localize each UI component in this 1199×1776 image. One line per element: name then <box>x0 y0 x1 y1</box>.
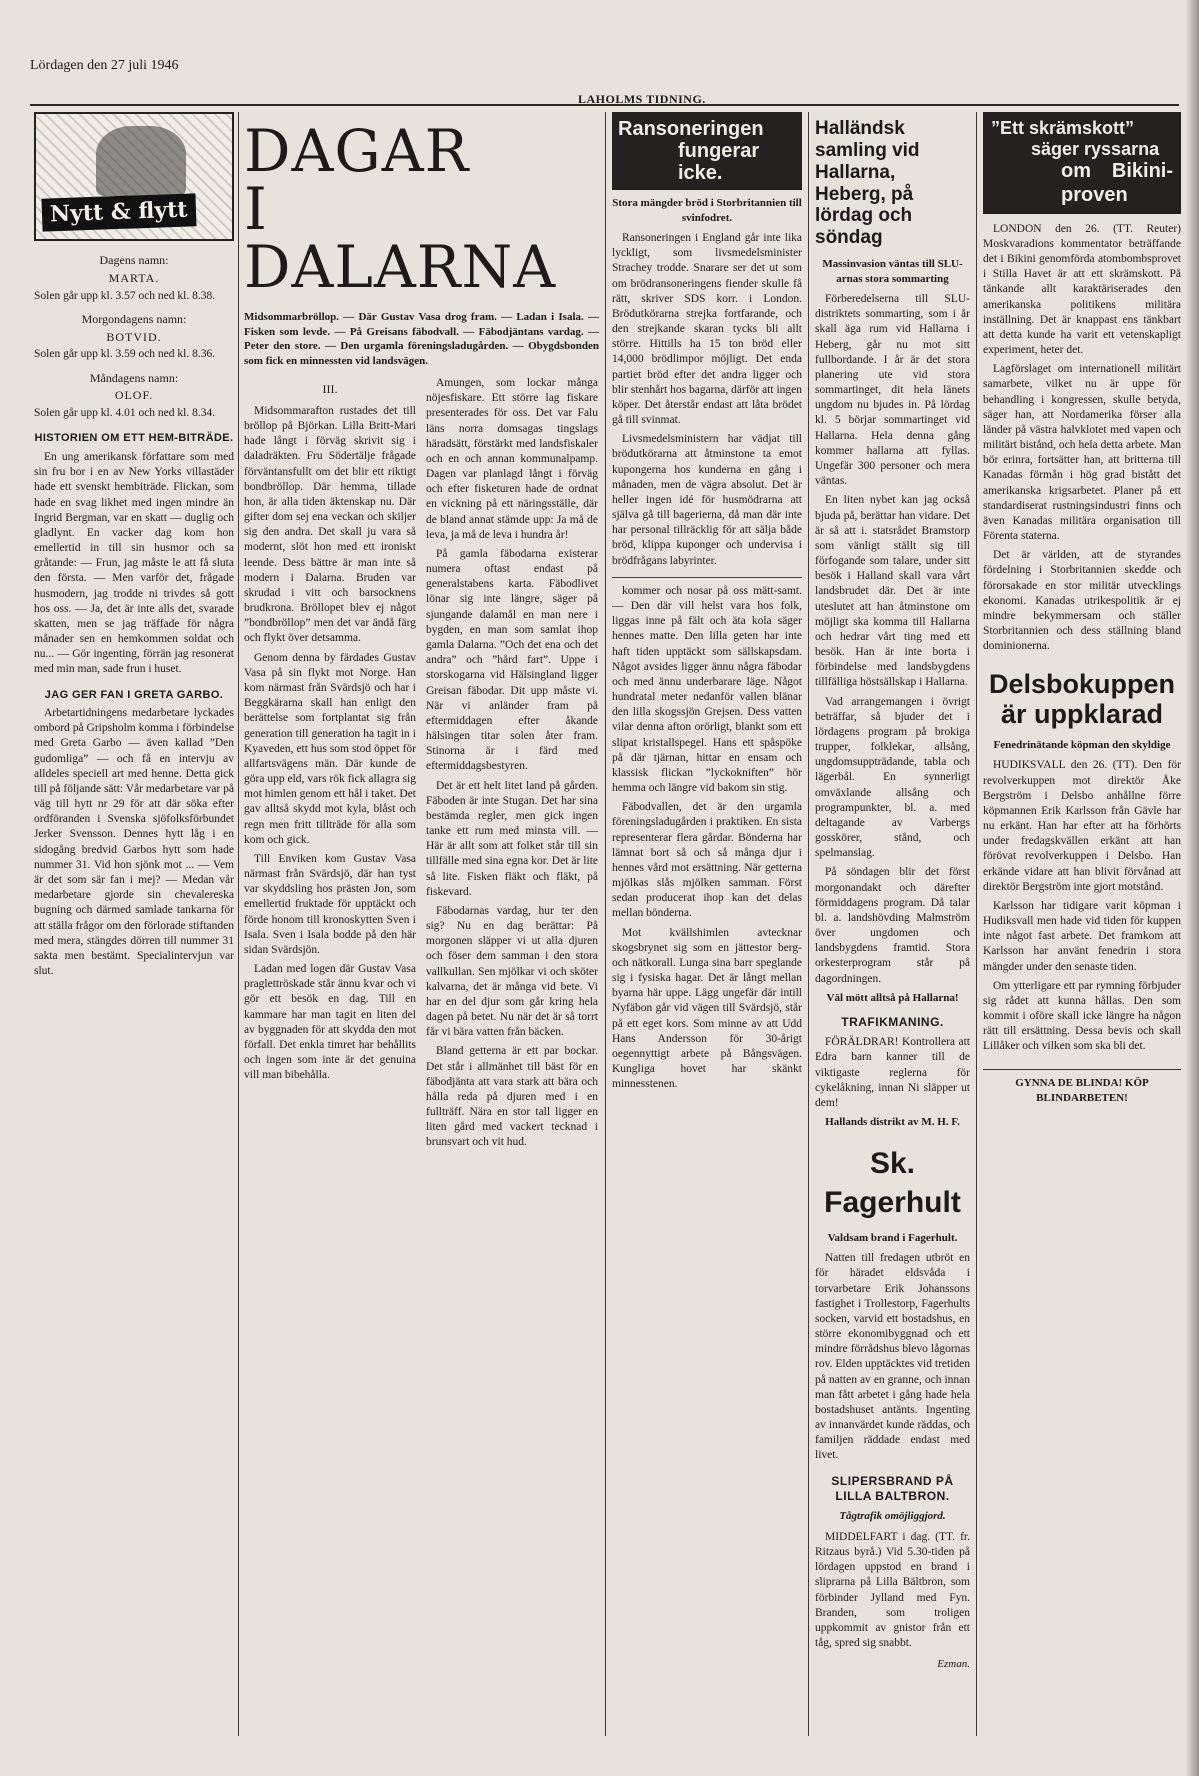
name-day-block <box>34 253 234 304</box>
column-bikini <box>983 112 1181 1742</box>
logo-text: Nytt & flytt <box>41 193 196 231</box>
headline-line-2: fungerar icke. <box>678 140 760 184</box>
divider <box>612 577 802 578</box>
name-day-value: OLOF. <box>114 388 154 403</box>
article-paragraph: Livsmedelsministern har vädjat till brödutkörarna att åtminstone ta emot kupongerna hos kunderna en gång i månaden, men de vägra absolut. Det är heller ingen idé för husmödrarna att själva gå till bagerierna, då man där inte har personal tillräcklig för att sälja både bröd, klippa kuponger och undervisa i brödfrågans labyrinter. <box>612 433 802 567</box>
article-paragraph: kommer och nosar på oss mätt-samt. — Den där vill helst vara hos folk, liggas inne på fält och äta kola säger hennes matte. Den lilla geten har inte haft tiden upptäckt som sällskapsdam. Något avsides ligger ännu några fäbodar och med ännu underbarare läge. Något hundratal meter nedanför vallen blänar den lilla skogssjön Grejsen. Dess vatten vilar denna afton orörligt, blankt som ett slipat kristallspegel. Hans ett spåspöke på där tjärnan, hittar en ensam och klassisk flickan ”lyckokniften” hör hemma och längre vid bakom sin stig. <box>612 584 802 795</box>
article-paragraph: Det är ett helt litet land på gården. Fäboden är inte Stugan. Det har sina bestämda regler, men gick ingen tanke ett rum med minsta vill. — Här är allt som att folket står till sin tillfälle med sina egna kor. Det är lite så lite. Fisken fläkt och fläkt, på fiskevard. <box>426 779 598 898</box>
article-paragraph: MIDDELFART i dag. (TT. fr. Ritzaus byrå.) Vid 5.30-tiden på lördagen uppstod en brand i sliprarna på Lilla Bältbron, som förbinder Jylland med Fyn. Branden, som troligen uppkommit av gnistor från ett tåg, spred sig snabbt. <box>815 1530 970 1650</box>
nytt-flytt-logo <box>34 112 234 241</box>
article-paragraph: Midsommarafton rustades det till bröllop på Björkan. Lilla Britt-Mari hade långt i förväg skrivit sig i daladräkten. Fru Södertälje frågade förväntansfullt om det blir ett riktigt bondbröllop. Där hemma, tillade hon, är alla tiden äktenskap nu. Där gifter dom sej ena veckan och skiljer sig den andra. Det skall ju vara så modernt, slöt hon med ett ironiskt leende. Dess bättre är man inte så modern i Dalarna. Bruden var skrudad i vitt och barsocknens brudkrona. Bröllopet blev ej något ”bondbröllop” men det var ändå färg och flykt över detsamma. <box>244 404 416 645</box>
article-paragraph: Förberedelserna till SLU-distriktets sommarting, som i år skall äga rum vid Hallarna i Heberg, går nu mot sitt fullbordande. I år är det stora planering ute vid stora sommartinget, dit hela länets ungdom nu bjudes in. På lördag kl. 5 börjar sommartinget vid Hallarna. Hela denna gång kommer hallarna att fyllas. Ungefär 300 personer och mera väntas. <box>815 293 970 488</box>
paper-name: LAHOLMS TIDNING. <box>578 92 706 106</box>
article-paragraph: LONDON den 26. (TT. Reuter) Moskvaradions kommentator beträffande det i Bikini genomförda atombombsprovet i Stilla Havet är att ett skrämskott. På tänkande allt karaktäriserades den amerikanska politikens militära inställning. Det är knappast ens tänkbart att detta kunde ha varit ett vetenskapligt experiment, heter det. <box>983 222 1181 357</box>
delsbo-subhead: Fenedrinätande köpman den skyldige <box>993 738 1171 751</box>
fagerhult-subhead: Valdsam brand i Fagerhult. <box>827 1231 958 1244</box>
headline-line-1: ”Ett skrämskott” <box>991 118 1135 138</box>
traffic-text: FÖRÄLDRAR! Kontrollera att Edra barn kanner till de viktigaste reglerna för cykelåkning, innan Ni släpper ut dem! <box>815 1036 970 1109</box>
article-paragraph: Genom denna by färdades Gustav Vasa på sin flykt mot Norge. Han kom närmast från Svärdsjö och har i Beggkärarna skall han enligt den berättelse som fortplantat sig från generation till generation ha tagit in i Kyaveden, ett hus som stod öppet för allfartsvägens män. Där kunde de göra upp eld, vars rök fick allagra sig mot himlen genom ett hål i taket. Det gav alltså skydd mot kyla, blåst och regn men fritt tillträde för alla som kom och gick. <box>244 651 416 846</box>
column-nytt-och-flytt <box>34 112 234 1742</box>
article-subcolumn-right <box>426 376 598 1155</box>
sun-times: Solen går upp kl. 4.01 och ned kl. 8.34. <box>34 407 216 420</box>
article-summary: Midsommarbröllop. — Där Gustav Vasa drog fram. — Ladan i Isala. — Fisken som levde. — På Greisans fäbodvall. — Fäbodjäntans vardag. — Peter den store. — Den urgamla föreningsladugården. — Obygdsbonden som fick en minnessten vid landsvägen. <box>244 311 599 367</box>
column-divider <box>808 112 809 1736</box>
article-paragraph: På söndagen blir det först morgonandakt och därefter förmiddagens program. Då talar bl. a. landshövding Malmström över ungdomen och landsbygdens framtid. Stora orkesterprogram står på dagordningen. <box>815 866 970 985</box>
article-paragraph: På gamla fäbodarna existerar numera oftast endast på generalstabens karta. Fäbodlivet lönar sig inte längre, säger på sjungande dalamål en man nere i bygden, en man som samlat ihop gamla Dalarna. ”Och det ena och det andra” och ”hård fart”. Uppe i storskogarna vid Hälsingland ligger Greisan fäbodar. Dit upp måste vi. När vi anländer fram på eftermiddagen efter åkande hälsingen titar solen åter fram. Stinorna är i färd med eftermiddagsbestyren. <box>426 547 598 773</box>
illustration-figures <box>96 126 186 196</box>
name-day-block <box>34 371 234 422</box>
headline-line-3: om Bikini-proven <box>1061 160 1173 207</box>
traffic-heading: TRAFIKMANING. <box>841 1015 944 1030</box>
headline-line-1: Delsbokuppen <box>988 669 1176 700</box>
blind-work-ad: GYNNA DE BLINDA! KÖP BLINDARBETEN! <box>983 1069 1181 1107</box>
article-two-columns <box>244 376 599 1155</box>
column-divider <box>976 112 977 1736</box>
history-heading: HISTORIEN OM ETT HEM-BITRÄDE. <box>34 432 234 445</box>
headline-line-1: DAGAR <box>244 117 470 185</box>
top-rule <box>30 104 1179 106</box>
main-headline <box>244 117 599 301</box>
column-halland <box>815 112 970 1742</box>
garbo-text: Arbetartidningens medarbetare lyckades ombord på Gripsholm komma i förbindelse med Greta Garbo — även kallad ”Den gudomliga” — och få en intervju av alldeles speciell art med henne. Detta gick till på följande sätt: Vår medarbetare var på väg till hytt nr 29 för att där söka efter ordföranden i Svenska sjöfolksförbundet Jerker Svensson. Dennes hytt låg i en sidogång bredvid Garbos hytt som hade nummer 31. Vid hon sjönk mot ... — Vem är det som sär fan i mej? — Medan vår medarbetare gjorde sin chevalereska bugning och därmed samlade tankarna för att ställa frågor om den förlorade stiftanden med mera, stängdes dörren till nummer 31 sakta men bestämt. Specialintervjun var slut. <box>34 707 234 978</box>
name-day-value: BOTVID. <box>106 329 162 344</box>
slipersbrand-heading: SLIPERSBRAND PÅ LILLA BALTBRON. <box>831 1473 954 1504</box>
article-paragraph: Fäbodvallen, det är den urgamla föreningsladugården i praktiken. En sista representerar flera gårdar. Bönderna har lämnat bort så och så många djur i hennes vård mot ersättning. När getterna mjölkas slås mjölken samman. Först sedan producerat ihop kan det delas mellan bönderna. <box>612 801 802 920</box>
headline-line-2: är uppklarad <box>1000 699 1164 730</box>
name-day-value: MARTA. <box>108 270 160 285</box>
sun-times: Solen går upp kl. 3.59 och ned kl. 8.36. <box>34 348 216 361</box>
name-day-label: Morgondagens namn: <box>81 311 187 326</box>
article-subcolumn-left <box>244 376 416 1155</box>
article-paragraph: Ladan med logen där Gustav Vasa praglettröskade står ännu kvar och vi gör ett besök en dag. Till en kammare har man tagit en liten del av byggnaden för att skydda den mot förfall. Det enkla timret har behållits och ingen som inte är det genuina vill man bibehålla. <box>244 963 416 1082</box>
article-paragraph: Amungen, som lockar många nöjesfiskare. Ett större lag fiskare presenterades för oss. Det var Falu läns norra domsagas tingslags häradsätt, förstärkt med landsfiskaler och en och annan kommunalpamp. Dagen var planlagd långt i förväg och efter fisketuren hade de ordnat en vickning på ett näringsställe, där de bland annat stämde upp: Ja må de leva, ja må de leva i hundra år! <box>426 377 598 541</box>
article-paragraph: Natten till fredagen utbröt en för häradet eldsvåda i torvarbetare Erik Johanssons fastighet i Trollestorp, Fagerhults socken, varvid ett bostadshus, en större ekonomibyggnad och ett mindre förrådshus blevo lågornas rov. Elden upptäcktes vid tretiden på natten av en granne, och innan man fått arbetet i gång hade hela bostadshuset antänts. Ingenting av innanvärdet kunde räddas, och familjen räddade endast med livet. <box>815 1252 970 1462</box>
article-paragraph: Det är världen, att de styrandes fördelning i Storbritannien skedde och förorsakade en stor militär utvecklings ekonomi. Kanadas utrikespolitik är ej mindre bekymmersam och ställer Storbritannien och dess ställning bland dominionerna. <box>983 549 1181 653</box>
hallarna-subhead: Massinvasion väntas till SLU-arnas stora sommarting <box>822 258 963 285</box>
column-dagar-i-dalarna <box>244 112 599 1742</box>
delsbo-headline <box>983 670 1181 729</box>
name-day-block <box>34 312 234 363</box>
article-paragraph: Karlsson har tidigare varit köpman i Hudiksvall men hade vid tiden för kuppen inte något fast arbete. Det framkom att Karlsson har använt fenedrin i stora mängder under den senaste tiden. <box>983 899 1181 973</box>
article-paragraph: Mot kvällshimlen avtecknar skogsbrynet sig som en jättestor berg- och nätkorall. Lunga sina barr speglande sig i fysiska hagar. Det är långt mellan byarna här uppe. Lägg ungefär där intill Nyfäbon går vid vägen till Svärdsjö, står på ett eget kors. Som minne av att Udd Hans Andersson för 30-årigt oegennyttigt arbete på Bångsvägen. Kungliga hovet har skänkt minnesstenen. <box>612 926 802 1091</box>
article-paragraph: Fäbodarnas vardag, hur ter den sig? Nu en dag berättar: På morgonen släpper vi ut alla djuren och föser dem samman i den stora vallkullan. Sen mjölkar vi och sköter kalvarna, det är många vid bete. Vi har en del djur som går kring hela dagen på betet. Nu när det är så torrt får vi bära vatten från bäcken. <box>426 904 598 1039</box>
ransoneringen-subhead: Stora mängder bröd i Storbritannien till svinfodret. <box>612 197 802 224</box>
column-divider <box>605 112 606 1736</box>
headline-line-2: säger ryssarna <box>1031 139 1160 160</box>
slipersbrand-subhead: Tågtrafik omöjliggjord. <box>839 1510 946 1523</box>
bikini-headline <box>983 112 1181 214</box>
closing-line: Väl mött alltså på Hallarna! <box>826 991 959 1004</box>
page-edge-shadow <box>1185 0 1199 1776</box>
article-paragraph: Vad arrangemangen i övrigt beträffar, så bjuder det i lördagens program på brokiga trupper, folklekar, allsång, ungdomsuppträdande, tabla och lägerbål. En synnerligt omväxlande allsång och programpunkter, bl. a. med deltagande av Varbergs gosskörer, stånd, och spelmanslag. <box>815 695 970 860</box>
column-ransoneringen <box>612 112 802 1742</box>
issue-date: Lördagen den 27 juli 1946 <box>30 58 179 73</box>
sun-times: Solen går upp kl. 3.57 och ned kl. 8.38. <box>34 289 216 302</box>
column-divider <box>238 112 239 1736</box>
garbo-heading: JAG GER FAN I GRETA GARBO. <box>44 688 224 701</box>
name-day-label: Dagens namn: <box>99 253 169 267</box>
article-paragraph: Lagförslaget om internationell militärt samarbete, vilket nu är uppe för behandling i kongressen, skulle betyda, säger han, att Nordamerika förser alla länder på västra halvklotet med vapen och militärt bistånd, och hela detta arbete. Man bör erinra, fortsätter han, att britterna till Kanadas förmån i hög grad bistått det amerikanska krigsarbetet. Planer på ett standardiserat rustningsindustri finns och även Kanadas militära organisation till Förenta staterna. <box>983 363 1181 543</box>
article-paragraph: En liten nybet kan jag också bjuda på, berättar han vidare. Det är så att i. statsrådet Bramstorp som vänligt ställt sig till förfogande som talare, under sitt besök i Halland skall vara vårt landsbrudet där. Det är inte uteslutet att han åtminstone om möjligt ska komma till Hallarna och hedrar vårt ting med ett besök. Han är inte borta i förbindelse med landsbygdens tillfälliga höstsällskap i Hallarna. <box>815 494 970 689</box>
headline-line-1: Ransoneringen <box>618 118 764 140</box>
headline-line-2: I DALARNA <box>244 175 557 301</box>
history-text: En ung amerikansk författare som med sin fru bor i en av New Yorks villastäder hade ett svenskt hembiträde. Flickan, som hade en svag likhet med ingen mindre än Ingrid Bergman, var en skatt — duglig och gladlynt. En vacker dag kom hon emellertid in till sin husmor och sa gråtande: — Frun, jag måste le att få sluta den första. — Men varför det, frågade husmodern, jag trodde ni trivdes så gott hos oss. — Ja, det är inte alls det, svarade skatten, men se jag träffade för några månader sen en hemkommen soldat och nu... — Gör ingenting, förrän jag resonerat med min man, sade frun i huset. <box>34 451 234 676</box>
hallarna-headline: Halländsk samling vid Hallarna, Heberg, på lördag och söndag <box>815 118 920 249</box>
article-paragraph: Ransoneringen i England går inte lika lyckligt, som livsmedelsminister Strachey trodde. Snarare ser det ut som om brödransoneringens fiender skulle få rätt, skriver SDS korr. i London. Brödutkörarna strejka fortfarande, och den strejkande skaran tycks bli allt större. Hittills ha 15 ton bröd eller 14,000 brödlimpor möjligt. Det enda partiet bröd efter det andra ligger och blir stenhårt hos bagarna, därför att ingen köper. Det återstår endast att låta brödet gå till svinmat. <box>612 232 802 427</box>
article-paragraph: HUDIKSVALL den 26. (TT). Den för revolverkuppen mot direktör Åke Bergström i Delsbo anhållne förre köpmannen Erik Karlsson från Gävle har nu erkänt. Han har efter att ha förhörts under fredagskvällen erkänt att han förövat revolverkuppen i Delsbo. Han erkände vidare att han blivit förvånad att direktör Bergström inte gjort motstånd. <box>983 759 1181 893</box>
name-day-label: Måndagens namn: <box>89 370 179 385</box>
section-number: III. <box>322 382 338 397</box>
fagerhult-heading: Sk. Fagerhult <box>824 1146 961 1220</box>
article-paragraph: Om ytterligare ett par rymning förbjuder sig rådet att kunna hållas. Den som kommit i oföre skall icke längre ha någon rätt till ersättning. Dessa bevis och skall Lillåker och vilken som ska bli det. <box>983 979 1181 1053</box>
article-paragraph: Bland getterna är ett par bockar. Det står i allmänhet till bäst för en fäbodjänta att vara stark att bära och hålla reda på djuren med i en fullträff. Nära en stor tall ligger en liten gård med vackert tecknad i brunsvart och vit hud. <box>426 1045 598 1149</box>
byline: Ezman. <box>937 1658 970 1671</box>
traffic-signature: Hallands distrikt av M. H. F. <box>825 1116 960 1129</box>
ransoneringen-headline <box>612 112 802 190</box>
article-paragraph: Till Enviken kom Gustav Vasa närmast från Svärdsjö, där han tyst var skyddsling hos prästen Jon, som emellertid fruktade för upptäckt och förde honom till kronoskytten Sven i Isala. Sven i Isala bodde på den här sidan Svärdsjön. <box>244 852 416 956</box>
